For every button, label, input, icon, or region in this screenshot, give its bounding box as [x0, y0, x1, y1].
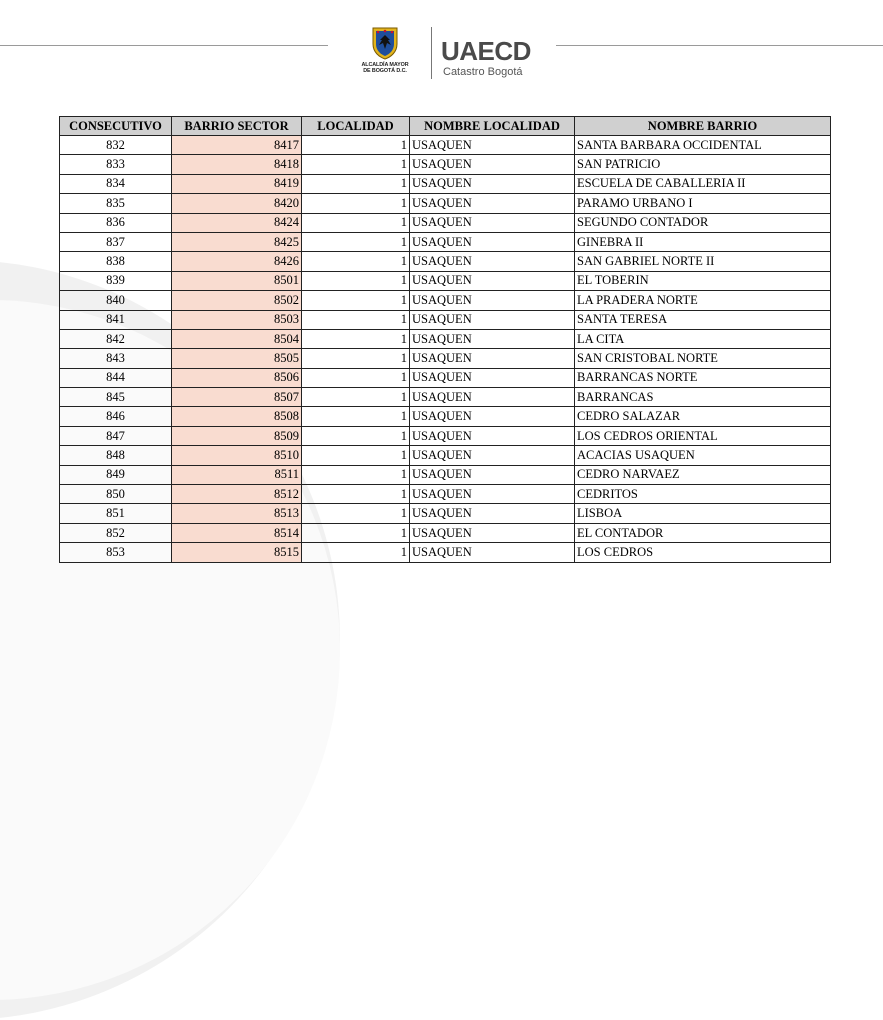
cell-barrio-sector: 8509: [172, 426, 302, 445]
col-header-nombre-barrio: NOMBRE BARRIO: [575, 117, 831, 136]
cell-nombre-barrio: PARAMO URBANO I: [575, 194, 831, 213]
cell-nombre-barrio: SANTA TERESA: [575, 310, 831, 329]
cell-localidad: 1: [302, 485, 410, 504]
cell-localidad: 1: [302, 465, 410, 484]
col-header-nombre-localidad: NOMBRE LOCALIDAD: [410, 117, 575, 136]
cell-localidad: 1: [302, 194, 410, 213]
table-row: [60, 174, 831, 193]
cell-barrio-sector: 8515: [172, 543, 302, 562]
table-row: [60, 329, 831, 348]
cell-barrio-sector: 8505: [172, 349, 302, 368]
cell-barrio-sector: 8419: [172, 174, 302, 193]
cell-localidad: 1: [302, 232, 410, 251]
table-body: [60, 136, 831, 563]
cell-nombre-barrio: EL CONTADOR: [575, 523, 831, 542]
table-row: [60, 485, 831, 504]
cell-nombre-barrio: BARRANCAS NORTE: [575, 368, 831, 387]
brand-subtitle: Catastro Bogotá: [443, 66, 523, 78]
cell-localidad: 1: [302, 329, 410, 348]
table-row: [60, 136, 831, 155]
cell-nombre-localidad: USAQUEN: [410, 329, 575, 348]
cell-consecutivo: 839: [60, 271, 172, 290]
cell-consecutivo: 850: [60, 485, 172, 504]
cell-nombre-localidad: USAQUEN: [410, 291, 575, 310]
cell-localidad: 1: [302, 523, 410, 542]
cell-nombre-barrio: ACACIAS USAQUEN: [575, 446, 831, 465]
cell-nombre-localidad: USAQUEN: [410, 388, 575, 407]
col-header-barrio-sector: BARRIO SECTOR: [172, 117, 302, 136]
cell-nombre-localidad: USAQUEN: [410, 349, 575, 368]
cell-localidad: 1: [302, 310, 410, 329]
cell-consecutivo: 848: [60, 446, 172, 465]
cell-nombre-localidad: USAQUEN: [410, 155, 575, 174]
cell-consecutivo: 851: [60, 504, 172, 523]
cell-barrio-sector: 8504: [172, 329, 302, 348]
cell-nombre-localidad: USAQUEN: [410, 136, 575, 155]
cell-barrio-sector: 8501: [172, 271, 302, 290]
cell-nombre-localidad: USAQUEN: [410, 194, 575, 213]
cell-barrio-sector: 8514: [172, 523, 302, 542]
cell-barrio-sector: 8417: [172, 136, 302, 155]
cell-nombre-localidad: USAQUEN: [410, 446, 575, 465]
cell-nombre-localidad: USAQUEN: [410, 368, 575, 387]
cell-localidad: 1: [302, 543, 410, 562]
cell-nombre-localidad: USAQUEN: [410, 426, 575, 445]
cell-nombre-barrio: ESCUELA DE CABALLERIA II: [575, 174, 831, 193]
table-row: [60, 407, 831, 426]
cell-barrio-sector: 8512: [172, 485, 302, 504]
col-header-consecutivo: CONSECUTIVO: [60, 117, 172, 136]
header-rule-right: [556, 45, 883, 46]
cell-barrio-sector: 8507: [172, 388, 302, 407]
cell-nombre-localidad: USAQUEN: [410, 504, 575, 523]
cell-nombre-barrio: SAN GABRIEL NORTE II: [575, 252, 831, 271]
cell-localidad: 1: [302, 368, 410, 387]
cell-consecutivo: 844: [60, 368, 172, 387]
cell-localidad: 1: [302, 446, 410, 465]
cell-consecutivo: 847: [60, 426, 172, 445]
cell-barrio-sector: 8503: [172, 310, 302, 329]
cell-nombre-barrio: CEDRO SALAZAR: [575, 407, 831, 426]
table-row: [60, 349, 831, 368]
cell-consecutivo: 846: [60, 407, 172, 426]
table-row: [60, 426, 831, 445]
cell-consecutivo: 834: [60, 174, 172, 193]
cell-barrio-sector: 8420: [172, 194, 302, 213]
cell-nombre-localidad: USAQUEN: [410, 213, 575, 232]
cell-barrio-sector: 8510: [172, 446, 302, 465]
cell-nombre-barrio: LOS CEDROS ORIENTAL: [575, 426, 831, 445]
cell-nombre-barrio: SAN CRISTOBAL NORTE: [575, 349, 831, 368]
cell-nombre-localidad: USAQUEN: [410, 465, 575, 484]
brand-name: UAECD: [441, 36, 531, 66]
cell-nombre-barrio: CEDRITOS: [575, 485, 831, 504]
cell-nombre-localidad: USAQUEN: [410, 523, 575, 542]
table-row: [60, 388, 831, 407]
cell-nombre-localidad: USAQUEN: [410, 252, 575, 271]
cell-nombre-barrio: EL TOBERIN: [575, 271, 831, 290]
cell-localidad: 1: [302, 407, 410, 426]
table-row: [60, 504, 831, 523]
cell-consecutivo: 843: [60, 349, 172, 368]
cell-nombre-localidad: USAQUEN: [410, 232, 575, 251]
table-row: [60, 368, 831, 387]
cell-consecutivo: 842: [60, 329, 172, 348]
cell-nombre-localidad: USAQUEN: [410, 485, 575, 504]
logo-divider: [431, 27, 432, 79]
cell-nombre-barrio: LA CITA: [575, 329, 831, 348]
cell-nombre-localidad: USAQUEN: [410, 310, 575, 329]
cell-consecutivo: 835: [60, 194, 172, 213]
table-row: [60, 155, 831, 174]
table-header-row: [60, 117, 831, 136]
table-row: [60, 271, 831, 290]
cell-barrio-sector: 8426: [172, 252, 302, 271]
cell-localidad: 1: [302, 252, 410, 271]
cell-localidad: 1: [302, 155, 410, 174]
cell-nombre-barrio: SANTA BARBARA OCCIDENTAL: [575, 136, 831, 155]
cell-localidad: 1: [302, 504, 410, 523]
cell-localidad: 1: [302, 291, 410, 310]
cell-nombre-localidad: USAQUEN: [410, 543, 575, 562]
cell-consecutivo: 853: [60, 543, 172, 562]
cell-barrio-sector: 8511: [172, 465, 302, 484]
cell-localidad: 1: [302, 136, 410, 155]
cell-consecutivo: 836: [60, 213, 172, 232]
table-row: [60, 194, 831, 213]
cell-barrio-sector: 8502: [172, 291, 302, 310]
cell-consecutivo: 833: [60, 155, 172, 174]
crest-caption-line2: DE BOGOTÁ D.C.: [363, 68, 407, 74]
table-row: [60, 291, 831, 310]
cell-barrio-sector: 8424: [172, 213, 302, 232]
table-row: [60, 310, 831, 329]
table-row: [60, 523, 831, 542]
cell-consecutivo: 837: [60, 232, 172, 251]
cell-barrio-sector: 8418: [172, 155, 302, 174]
cell-barrio-sector: 8425: [172, 232, 302, 251]
cell-consecutivo: 852: [60, 523, 172, 542]
cell-consecutivo: 841: [60, 310, 172, 329]
cell-nombre-localidad: USAQUEN: [410, 407, 575, 426]
cell-nombre-barrio: CEDRO NARVAEZ: [575, 465, 831, 484]
cell-nombre-localidad: USAQUEN: [410, 174, 575, 193]
cell-localidad: 1: [302, 271, 410, 290]
barrios-table: [59, 116, 831, 563]
cell-consecutivo: 832: [60, 136, 172, 155]
cell-consecutivo: 845: [60, 388, 172, 407]
header-logos: [355, 22, 555, 84]
cell-nombre-localidad: USAQUEN: [410, 271, 575, 290]
cell-barrio-sector: 8508: [172, 407, 302, 426]
cell-barrio-sector: 8513: [172, 504, 302, 523]
cell-consecutivo: 849: [60, 465, 172, 484]
table-row: [60, 232, 831, 251]
cell-nombre-barrio: SEGUNDO CONTADOR: [575, 213, 831, 232]
cell-localidad: 1: [302, 174, 410, 193]
col-header-localidad: LOCALIDAD: [302, 117, 410, 136]
cell-consecutivo: 840: [60, 291, 172, 310]
table-row: [60, 465, 831, 484]
cell-localidad: 1: [302, 349, 410, 368]
cell-consecutivo: 838: [60, 252, 172, 271]
cell-localidad: 1: [302, 426, 410, 445]
cell-nombre-barrio: SAN PATRICIO: [575, 155, 831, 174]
crest-caption: [355, 62, 415, 74]
table-row: [60, 543, 831, 562]
table-row: [60, 252, 831, 271]
cell-nombre-barrio: LISBOA: [575, 504, 831, 523]
cell-localidad: 1: [302, 388, 410, 407]
cell-nombre-barrio: GINEBRA II: [575, 232, 831, 251]
bogota-coat-of-arms-icon: [370, 26, 400, 60]
cell-barrio-sector: 8506: [172, 368, 302, 387]
cell-nombre-barrio: LA PRADERA NORTE: [575, 291, 831, 310]
crest-caption-line1: ALCALDÍA MAYOR: [361, 62, 409, 68]
cell-nombre-barrio: BARRANCAS: [575, 388, 831, 407]
cell-localidad: 1: [302, 213, 410, 232]
header-rule-left: [0, 45, 328, 46]
cell-nombre-barrio: LOS CEDROS: [575, 543, 831, 562]
table-row: [60, 213, 831, 232]
table-row: [60, 446, 831, 465]
